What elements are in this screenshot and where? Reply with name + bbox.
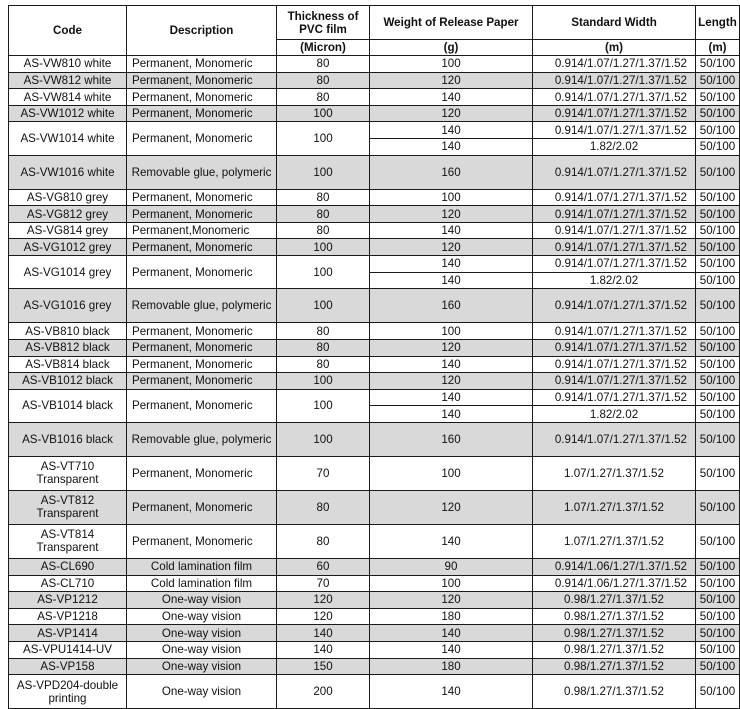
product-code-cell: AS-VG1016 grey [9,289,127,323]
weight-cell: 120 [370,72,533,89]
length-cell: 50/100 [696,339,740,356]
header-code: Code [9,6,127,56]
table-row [9,490,740,524]
thickness-cell: 100 [277,105,370,122]
length-cell: 50/100 [696,592,740,609]
standard-width-cell: 0.914/1.07/1.27/1.37/1.52 [533,239,696,256]
table-row [9,239,740,256]
standard-width-cell: 0.98/1.27/1.37/1.52 [533,675,696,709]
length-cell: 50/100 [696,56,740,73]
table-row [9,558,740,575]
thickness-cell: 60 [277,558,370,575]
thickness-cell: 80 [277,323,370,340]
product-code-cell: AS-VT814 Transparent [9,524,127,558]
product-code-cell: AS-VW814 white [9,89,127,106]
standard-width-cell: 1.82/2.02 [533,272,696,289]
product-code-cell: AS-VG812 grey [9,206,127,223]
thickness-cell: 80 [277,356,370,373]
thickness-cell: 80 [277,56,370,73]
standard-width-cell: 0.914/1.07/1.27/1.37/1.52 [533,356,696,373]
product-code-cell: AS-VP1212 [9,592,127,609]
table-row [9,89,740,106]
length-cell: 50/100 [696,490,740,524]
product-code-cell: AS-VB1016 black [9,422,127,456]
table-row [9,339,740,356]
weight-cell: 90 [370,558,533,575]
weight-cell: 140 [370,356,533,373]
header-width: Standard Width [533,6,696,40]
description-cell: One-way vision [127,658,277,675]
weight-cell: 180 [370,658,533,675]
header-thickness: Thickness of PVC film [277,6,370,40]
thickness-cell: 80 [277,72,370,89]
product-code-cell: AS-VW812 white [9,72,127,89]
description-cell: Permanent, Monomeric [127,122,277,155]
length-cell: 50/100 [696,272,740,289]
product-code-cell: AS-VP1414 [9,625,127,642]
standard-width-cell: 1.82/2.02 [533,406,696,423]
product-code-cell: AS-VP1218 [9,608,127,625]
length-cell: 50/100 [696,524,740,558]
standard-width-cell: 0.914/1.07/1.27/1.37/1.52 [533,189,696,206]
table-row [9,642,740,659]
weight-cell: 180 [370,608,533,625]
standard-width-cell: 0.914/1.07/1.27/1.37/1.52 [533,373,696,390]
description-cell: Permanent, Monomeric [127,72,277,89]
thickness-cell: 70 [277,456,370,490]
table-row [9,122,740,139]
description-cell: One-way vision [127,608,277,625]
table-row [9,625,740,642]
product-code-cell: AS-CL690 [9,558,127,575]
length-cell: 50/100 [696,256,740,273]
thickness-cell: 80 [277,206,370,223]
length-cell: 50/100 [696,239,740,256]
table-row [9,608,740,625]
description-cell: Permanent, Monomeric [127,239,277,256]
table-row [9,155,740,189]
header-thickness-unit: (Micron) [277,40,370,56]
weight-cell: 120 [370,206,533,223]
table-row [9,72,740,89]
weight-cell: 140 [370,122,533,139]
thickness-cell: 100 [277,155,370,189]
weight-cell: 140 [370,389,533,406]
weight-cell: 120 [370,105,533,122]
standard-width-cell: 1.07/1.27/1.37/1.52 [533,524,696,558]
thickness-cell: 100 [277,373,370,390]
product-code-cell: AS-VPU1414-UV [9,642,127,659]
standard-width-cell: 0.914/1.07/1.27/1.37/1.52 [533,89,696,106]
length-cell: 50/100 [696,558,740,575]
thickness-cell: 80 [277,339,370,356]
description-cell: Permanent, Monomeric [127,256,277,289]
description-cell: Permanent, Monomeric [127,389,277,422]
standard-width-cell: 0.98/1.27/1.37/1.52 [533,592,696,609]
standard-width-cell: 0.98/1.27/1.37/1.52 [533,625,696,642]
weight-cell: 100 [370,56,533,73]
weight-cell: 140 [370,524,533,558]
length-cell: 50/100 [696,608,740,625]
length-cell: 50/100 [696,625,740,642]
thickness-cell: 100 [277,389,370,422]
thickness-cell: 150 [277,658,370,675]
description-cell: Permanent, Monomeric [127,323,277,340]
table-row [9,456,740,490]
product-code-cell: AS-VB1012 black [9,373,127,390]
table-row [9,323,740,340]
thickness-cell: 120 [277,608,370,625]
table-row [9,592,740,609]
table-row [9,373,740,390]
weight-cell: 160 [370,422,533,456]
weight-cell: 120 [370,239,533,256]
length-cell: 50/100 [696,222,740,239]
table-row [9,658,740,675]
thickness-cell: 100 [277,239,370,256]
description-cell: Permanent, Monomeric [127,206,277,223]
product-code-cell: AS-VW810 white [9,56,127,73]
product-code-cell: AS-VPD204-double printing [9,675,127,709]
length-cell: 50/100 [696,105,740,122]
weight-cell: 100 [370,456,533,490]
thickness-cell: 80 [277,222,370,239]
description-cell: Permanent,Monomeric [127,222,277,239]
table-row [9,206,740,223]
standard-width-cell: 0.914/1.07/1.27/1.37/1.52 [533,122,696,139]
thickness-cell: 80 [277,189,370,206]
weight-cell: 140 [370,272,533,289]
weight-cell: 120 [370,592,533,609]
product-code-cell: AS-VP158 [9,658,127,675]
description-cell: Permanent, Monomeric [127,339,277,356]
standard-width-cell: 0.914/1.07/1.27/1.37/1.52 [533,389,696,406]
description-cell: Removable glue, polymeric [127,155,277,189]
standard-width-cell: 0.914/1.07/1.27/1.37/1.52 [533,422,696,456]
standard-width-cell: 0.98/1.27/1.37/1.52 [533,658,696,675]
standard-width-cell: 0.914/1.07/1.27/1.37/1.52 [533,323,696,340]
length-cell: 50/100 [696,406,740,423]
length-cell: 50/100 [696,456,740,490]
table-row [9,222,740,239]
standard-width-cell: 0.914/1.06/1.27/1.37/1.52 [533,558,696,575]
description-cell: Permanent, Monomeric [127,189,277,206]
product-code-cell: AS-CL710 [9,575,127,592]
product-code-cell: AS-VG810 grey [9,189,127,206]
description-cell: Removable glue, polymeric [127,422,277,456]
standard-width-cell: 0.914/1.07/1.27/1.37/1.52 [533,222,696,239]
product-code-cell: AS-VW1014 white [9,122,127,155]
description-cell: Permanent, Monomeric [127,89,277,106]
product-code-cell: AS-VW1016 white [9,155,127,189]
header-length-unit: (m) [696,40,740,56]
weight-cell: 100 [370,575,533,592]
standard-width-cell: 1.07/1.27/1.37/1.52 [533,456,696,490]
weight-cell: 140 [370,625,533,642]
length-cell: 50/100 [696,122,740,139]
table-row [9,189,740,206]
product-spec-table [8,5,740,709]
thickness-cell: 80 [277,524,370,558]
standard-width-cell: 1.07/1.27/1.37/1.52 [533,490,696,524]
header-width-unit: (m) [533,40,696,56]
table-row [9,575,740,592]
length-cell: 50/100 [696,642,740,659]
standard-width-cell: 0.914/1.07/1.27/1.37/1.52 [533,72,696,89]
table-row [9,256,740,273]
description-cell: Removable glue, polymeric [127,289,277,323]
thickness-cell: 80 [277,490,370,524]
weight-cell: 140 [370,406,533,423]
header-weight-unit: (g) [370,40,533,56]
product-code-cell: AS-VT710 Transparent [9,456,127,490]
length-cell: 50/100 [696,575,740,592]
standard-width-cell: 0.914/1.07/1.27/1.37/1.52 [533,289,696,323]
length-cell: 50/100 [696,289,740,323]
table-row [9,524,740,558]
length-cell: 50/100 [696,139,740,156]
table-row [9,675,740,709]
standard-width-cell: 0.914/1.07/1.27/1.37/1.52 [533,206,696,223]
weight-cell: 160 [370,155,533,189]
length-cell: 50/100 [696,373,740,390]
product-code-cell: AS-VG1012 grey [9,239,127,256]
thickness-cell: 80 [277,89,370,106]
description-cell: Permanent, Monomeric [127,105,277,122]
product-code-cell: AS-VG814 grey [9,222,127,239]
product-code-cell: AS-VB812 black [9,339,127,356]
thickness-cell: 100 [277,122,370,155]
standard-width-cell: 0.914/1.07/1.27/1.37/1.52 [533,56,696,73]
product-code-cell: AS-VG1014 grey [9,256,127,289]
description-cell: Cold lamination film [127,558,277,575]
description-cell: Permanent, Monomeric [127,373,277,390]
length-cell: 50/100 [696,675,740,709]
weight-cell: 140 [370,675,533,709]
description-cell: One-way vision [127,642,277,659]
thickness-cell: 100 [277,256,370,289]
description-cell: Cold lamination film [127,575,277,592]
weight-cell: 140 [370,642,533,659]
length-cell: 50/100 [696,72,740,89]
weight-cell: 140 [370,222,533,239]
standard-width-cell: 0.914/1.06/1.27/1.37/1.52 [533,575,696,592]
product-code-cell: AS-VW1012 white [9,105,127,122]
length-cell: 50/100 [696,422,740,456]
description-cell: One-way vision [127,625,277,642]
weight-cell: 160 [370,289,533,323]
product-code-cell: AS-VB810 black [9,323,127,340]
description-cell: One-way vision [127,592,277,609]
header-length: Length [696,6,740,40]
weight-cell: 120 [370,373,533,390]
length-cell: 50/100 [696,323,740,340]
thickness-cell: 140 [277,642,370,659]
table-row [9,56,740,73]
standard-width-cell: 0.914/1.07/1.27/1.37/1.52 [533,105,696,122]
standard-width-cell: 0.914/1.07/1.27/1.37/1.52 [533,339,696,356]
length-cell: 50/100 [696,155,740,189]
standard-width-cell: 1.82/2.02 [533,139,696,156]
thickness-cell: 200 [277,675,370,709]
weight-cell: 120 [370,490,533,524]
thickness-cell: 120 [277,592,370,609]
standard-width-cell: 0.98/1.27/1.37/1.52 [533,608,696,625]
description-cell: Permanent, Monomeric [127,356,277,373]
product-code-cell: AS-VB814 black [9,356,127,373]
thickness-cell: 100 [277,289,370,323]
description-cell: Permanent, Monomeric [127,490,277,524]
description-cell: Permanent, Monomeric [127,456,277,490]
table-row [9,422,740,456]
weight-cell: 140 [370,89,533,106]
weight-cell: 100 [370,189,533,206]
header-description: Description [127,6,277,56]
standard-width-cell: 0.914/1.07/1.27/1.37/1.52 [533,256,696,273]
thickness-cell: 140 [277,625,370,642]
thickness-cell: 100 [277,422,370,456]
length-cell: 50/100 [696,658,740,675]
weight-cell: 140 [370,139,533,156]
table-row [9,356,740,373]
length-cell: 50/100 [696,189,740,206]
length-cell: 50/100 [696,206,740,223]
product-code-cell: AS-VT812 Transparent [9,490,127,524]
length-cell: 50/100 [696,356,740,373]
standard-width-cell: 0.914/1.07/1.27/1.37/1.52 [533,155,696,189]
description-cell: Permanent, Monomeric [127,56,277,73]
description-cell: One-way vision [127,675,277,709]
length-cell: 50/100 [696,389,740,406]
description-cell: Permanent, Monomeric [127,524,277,558]
table-row [9,289,740,323]
weight-cell: 140 [370,256,533,273]
product-code-cell: AS-VB1014 black [9,389,127,422]
thickness-cell: 70 [277,575,370,592]
length-cell: 50/100 [696,89,740,106]
table-row [9,105,740,122]
header-weight: Weight of Release Paper [370,6,533,40]
weight-cell: 120 [370,339,533,356]
table-row [9,389,740,406]
table-body [9,56,740,709]
standard-width-cell: 0.98/1.27/1.37/1.52 [533,642,696,659]
weight-cell: 100 [370,323,533,340]
